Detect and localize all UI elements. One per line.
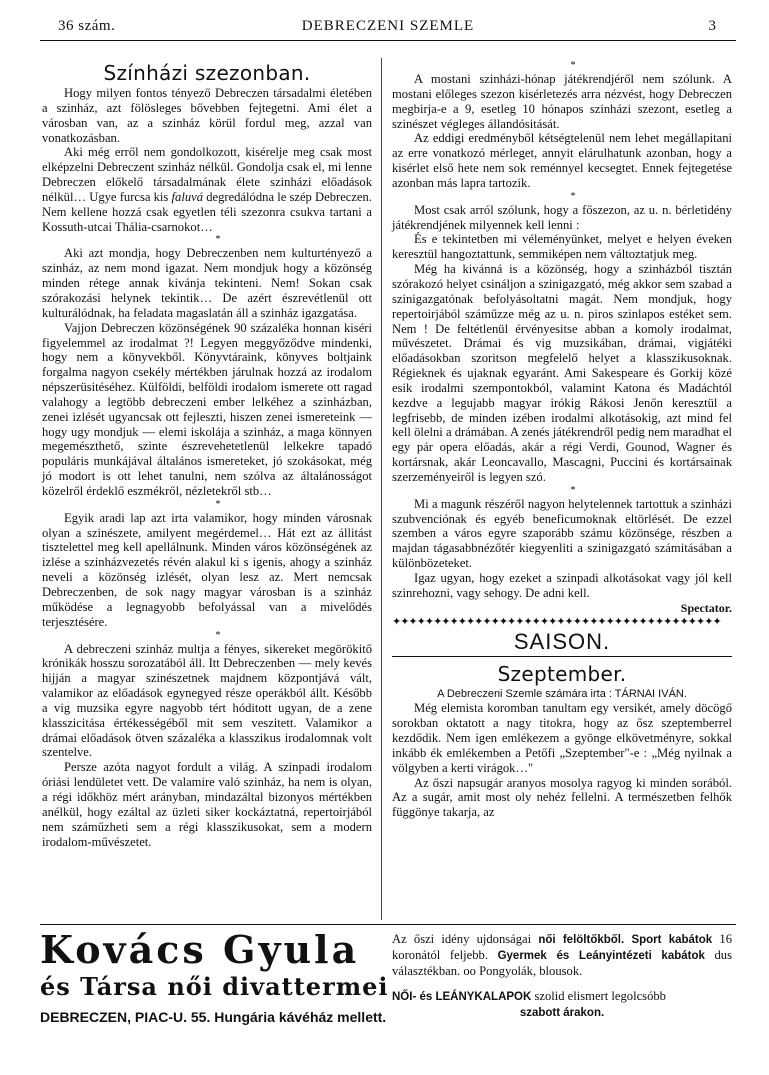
advertisement-fashion (392, 932, 732, 1021)
issue-label: 36 szám. (58, 18, 116, 34)
ad-text-plain: szolid elismert legolcsóbb (534, 989, 666, 1003)
ad-text-plain: dus választékban. oo Pongyolák, blousok. (392, 948, 732, 978)
journal-title: DEBRECZENI SZEMLE (301, 18, 475, 34)
right-column (392, 60, 732, 820)
section-star: * (215, 498, 221, 510)
page-number: 3 (708, 18, 716, 34)
paragraph: Aki azt mondja, hogy Debreczenben nem kulturtényező a szinház, az nem mond igazat. Nem mondjuk hogy a közönség minden rétege annak kivánja tekinteni. Nem! Sokan csak szórakozási helynek tekintik… De azért észrevétlenül ott kulturálódnak, ha feladata magaslatán áll a szinház igazgatása. (42, 246, 372, 320)
paragraph: És e tekintetben mi véleményünket, melyet e helyen éveken keresztül hangoztattunk, semmiképen nem változtatjuk meg. (392, 232, 732, 262)
ad-address: DEBRECZEN, PIAC-U. 55. Hungária kávéház mellett. (40, 1009, 387, 1025)
byline: A Debreczeni Szemle számára irta : TÁRNAI IVÁN. (437, 687, 687, 700)
feuilleton-title: Szeptember. (497, 661, 627, 686)
section-title: SAISON. (513, 628, 611, 654)
ad-text (392, 989, 732, 1005)
section-rule (392, 656, 732, 657)
ad-text-bold: szabott árakon. (519, 1007, 605, 1019)
paragraph: Egyik aradi lap azt irta valamikor, hogy minden városnak olyan a szinészete, amilyent megérdemel… Hát ezt az állitást tisztelettel meg kell apellálnunk. Minden város közönségének az izlése a szinházvezetés révén alakul ki s igenis, ahogy a szinház neveli a közönség izlését, olyan lesz az. Mert nemcsak Debreczenben, de sok nagy magyar városban is a szinház működése a legnagyobb befolyással van a mivelődés terjesztésére. (42, 510, 372, 629)
section-star: * (215, 629, 221, 641)
paragraph: Még ha kivánná is a közönség, hogy a szinházból tisztán szórakozó helyet csináljon a szinigazgató, még akkor sem szabad a szinigazgatónak befolyásoltatni magát. Nem mondjuk, hogy repertoirjából száműzze még az u. n. piros szinlapos estéket sem. Nem ! De feltétlenül érvényesitse abban a komoly irodalmat, művészetet. Drámai és vig muzsikában, drámai, vigjátéki előadásokban szoritson megfelelő helyet a klasszikusoknak. Régieknek és ujaknak egyaránt. Ami Sakespeare és Gorkij közé esik irodalmi szempontokból, valamint Katona és Madáchtól kezdve a legujabb magyar irókig Rákosi Jenőn keresztül a legfrisebb, de minden izében irodalmi alkotásokig, azt mind fel kell ölelni a drámában. A zenés játékrendről pedig nem maradhat el egy pár opera előadás, akár a régi Verdi, Gounod, Wagner és kortársnak, akár Leoncavallo, Mascagni, Puccini és kortársainak szerzeményeiről is legyen szó. (392, 262, 732, 484)
ad-text-plain: 16 koronától feljebb. (392, 932, 732, 962)
ad-spacer (392, 979, 732, 989)
paragraph: A debreczeni szinház multja a fényes, sikereket megörökitő krónikák hosszu sorozatából áll. Itt Debreczenben — mely kevés hijján a magyar szinészetnek majdnem központjává vált, valamikor az előadások egynegyed része operákból állt. Később a vig muzsika egyre nagyobb tért hóditott ugyan, de a zene klasszicitása értékességéből mit sem veszitett. Valamikor a drámai előadások ötven százaléka a klasszikus irodalomnak volt szentelve. (42, 641, 372, 760)
paragraph (42, 145, 372, 234)
ad-text-bold: női felöltőkből. Sport kabátok (538, 934, 713, 946)
paragraph: Persze azóta nagyot fordult a világ. A szinpadi irodalom óriási lendületet vett. De valamire való szinház, ha nem is olyan, a régi időkhöz mért arányban, mindazáltal bizonyos mértékben anélkül, hogy ezáltal az üzleti siker kockáztatná, repertoirjából nem száműzheti sem a régi klasszikusokat, sem a modern irodalom-művészetet. (42, 760, 372, 849)
ad-text (392, 1005, 732, 1021)
ad-text-bold: NŐI- és LEÁNYKALAPOK (392, 991, 532, 1003)
paragraph: Mi a magunk részéről nagyon helytelennek tartottuk a szinházi szubvenciónak és egyéb beneficumoknak eltörlését. De ezzel szemben a város egyre szaporább számu közönsége, részben a majdan tágasabbnézőtér kiegyenliti a szinigazgató számitásában a különbözeteket. (392, 496, 732, 571)
header-rule (40, 40, 736, 41)
ornament-divider: ✦✦✦✦✦✦✦✦✦✦✦✦✦✦✦✦✦✦✦✦✦✦✦✦✦✦✦✦✦✦✦✦✦✦✦✦✦✦✦✦ (392, 615, 721, 628)
paragraph: Igaz ugyan, hogy ezeket a szinpadi alkotásokat vagy jól kell szinrehozni, vagy sehogy. De adni kell. (392, 571, 732, 600)
ad-company-name: Kovács Gyula (40, 927, 360, 972)
ad-text-bold: Gyermek és Leányintézeti kabátok (497, 950, 705, 962)
section-star: * (570, 190, 576, 202)
column-divider (381, 58, 382, 920)
paragraph-text: Aki még erről nem gondolkozott, kisérelje meg csak most elképzelni Debreczent szinház nélkül. Gondolja csak el, mi lenne Debreczen előkelő társadalmának élete szinházi előadások nélkül… Ugye furcsa kis (42, 145, 372, 204)
advertisement-kovacs (40, 927, 389, 1046)
section-star: * (570, 484, 576, 496)
advert-rule (40, 924, 736, 925)
article-title: Színházi szezonban. (103, 61, 311, 85)
paragraph: Hogy milyen fontos tényező Debreczen társadalmi életében a szinház, azt fölösleges bővebben fejtegetni. Ami élet a városban van, az a szinház körül fordul meg, azzal van vonatkozásban. (42, 86, 372, 145)
paragraph: Az eddigi eredményből kétségtelenül nem lehet megállapitani az erre vonatkozó mérleget, annyit elárulhatunk azonban, hogy a kisérlet első hete nem sok reménnyel kecsegtet. Ennek fejtegetése azonban más lapra tartozik. (392, 131, 732, 190)
author-signature: Spectator. (680, 600, 732, 615)
paragraph: Még elemista koromban tanultam egy versikét, amely döcögő sorokban oktatott a nagy titokra, hogy az ősz szeptemberrel kezdődik. Nem igen emlékezem a gyönge elkövetményre, sokkal inkább ék emlékemben a Petőfi „Szeptember"-e : „Még nyilnak a völgyben a kerti virágok…" (392, 701, 732, 775)
paragraph: Most csak arról szólunk, hogy a főszezon, az u. n. bérletidény játékrendjének milyennek kell lenni : (392, 202, 732, 232)
ad-text (392, 932, 732, 979)
section-star: * (570, 60, 576, 71)
left-column (42, 60, 372, 849)
section-star: * (215, 234, 221, 246)
ad-company-subtitle: és Társa női divattermei (40, 972, 389, 1001)
paragraph: Az őszi napsugár aranyos mosolya ragyog ki minden sorából. Az a sugár, amit most oly nehéz fellelni. A természetben felhők függönye takarja, az (392, 775, 732, 820)
paragraph-text: degredálódna le szép Debreczen. Nem kellene hozzá csak egyetlen téli szezonra csukva tartani a Kossuth-utcai Thália-csarnokot… (42, 189, 373, 234)
ad-text-plain: Az őszi idény ujdonságai (392, 932, 532, 946)
page-header (58, 14, 718, 38)
italic-word: faluvá (171, 189, 204, 204)
paragraph: A mostani szinházi-hónap játékrendjéről nem szólunk. A mostani előleges szezon kisérletezés arra nézvést, hogy Debreczen megbirja-e a 9, esetleg 10 hónapos szinházi szezont, esetleg a szinészet végleges állandósitását. (392, 72, 732, 131)
paragraph: Vajjon Debreczen közönségének 90 százaléka honnan kiséri figyelemmel az irodalmat ?! Legyen meggyőződve mindenki, hogy nem a könyvekből. Könyvtáraink, könyves boltjaink forgalma nagyon csekély mértékben járulnak hozzá az irodalom népszerüsitéséhez. Külföldi, belföldi irodalom ismerete ott ragad valahogy a legtöbb debreczeni ember lelkéhez a szinházban, zenei izlését ugyancsak ott fejleszti, hiszen zenei ismereteink — hogy ugy mondjuk — elemi iskolája a szinház, a maga könnyen megemészthető, szinte észrevehetetlenül lelkekre tapadó populáris munkájával általános ismereteket, jó szokásokat, még jó modort is ott lehet tanulni, nem szólva az általánosságot közelről érdeklő eszmékről, nézletekről stb… (42, 320, 372, 498)
